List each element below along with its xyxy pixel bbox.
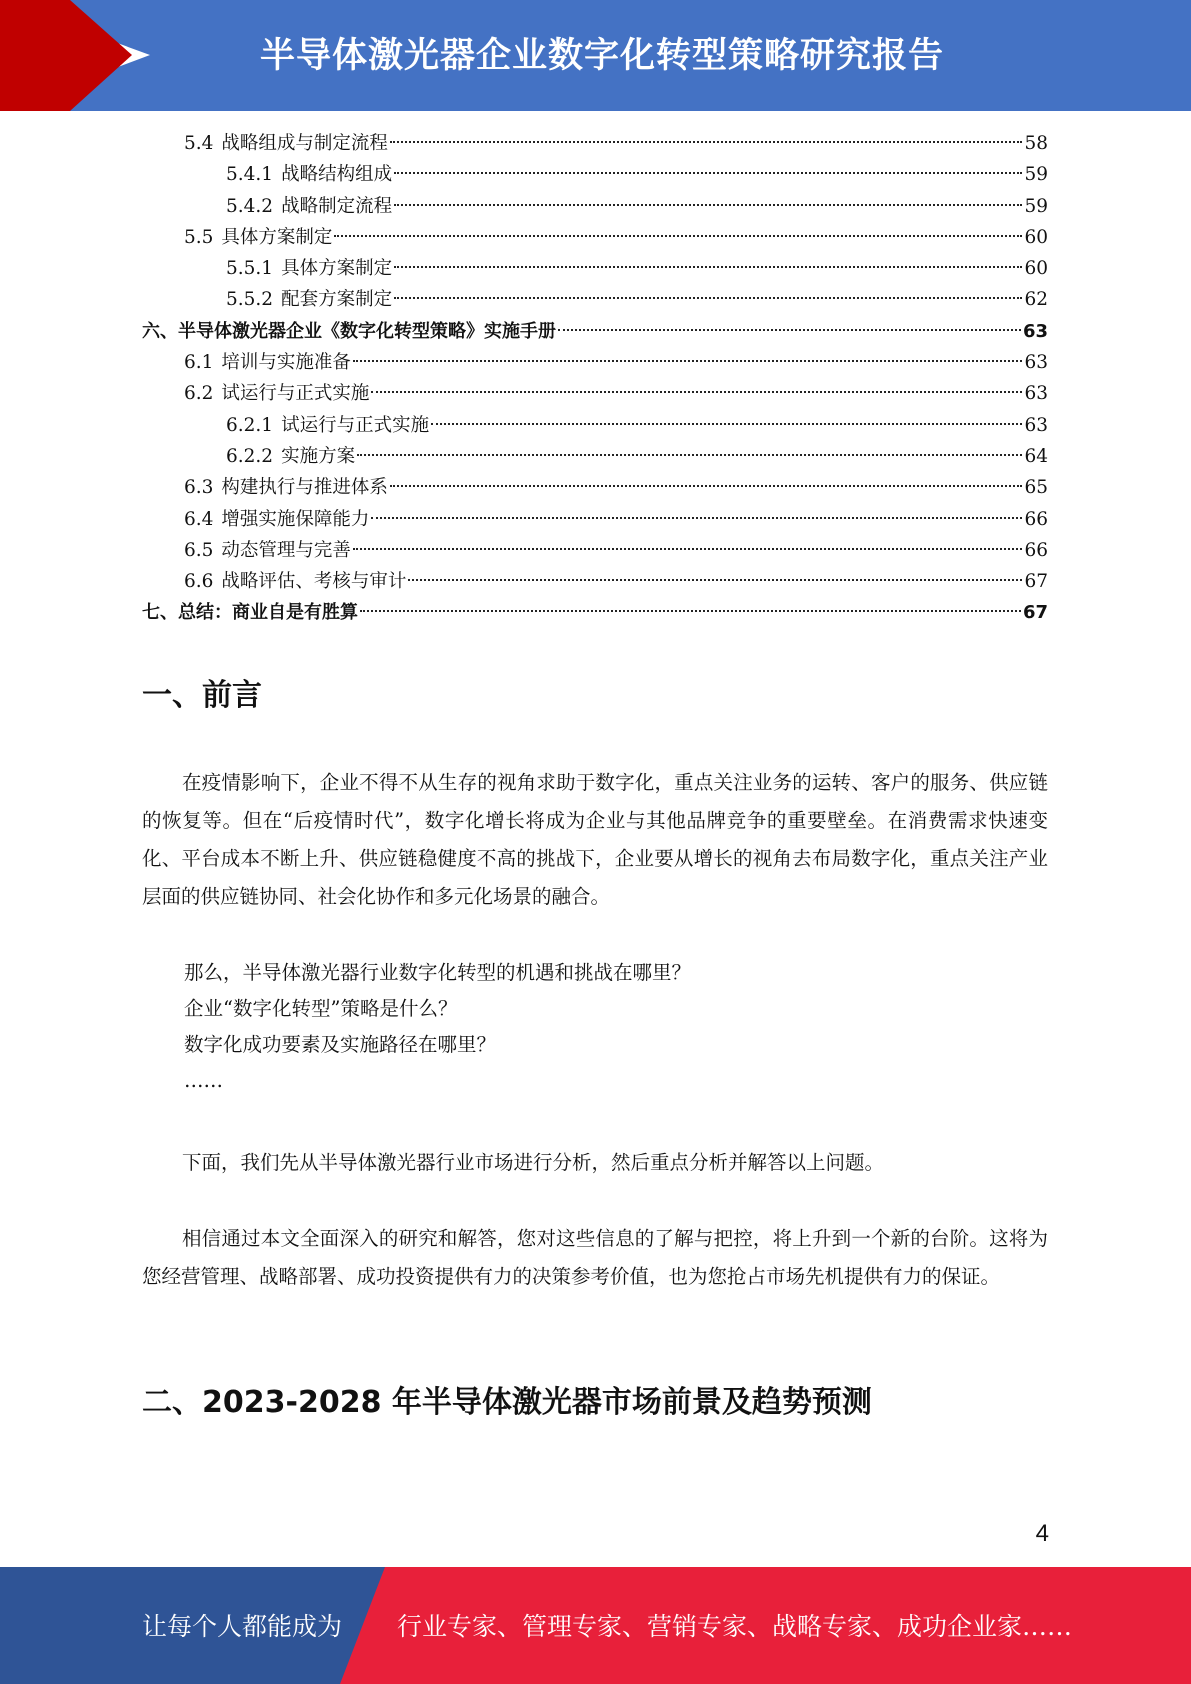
toc-dot-leader bbox=[394, 204, 1022, 206]
toc-entry[interactable] bbox=[142, 566, 1048, 597]
toc-entry-page: 63 bbox=[1022, 320, 1048, 342]
toc-dot-leader bbox=[353, 548, 1023, 550]
toc-dot-leader bbox=[371, 391, 1022, 393]
toc-dot-leader bbox=[357, 454, 1022, 456]
toc-entry-title: 增强实施保障能力 bbox=[221, 508, 370, 530]
toc-entry-page: 62 bbox=[1024, 289, 1048, 311]
toc-entry-page: 67 bbox=[1022, 602, 1048, 624]
toc-entry-number: 6.2.2 bbox=[226, 445, 274, 467]
toc-entry-page: 67 bbox=[1024, 571, 1048, 593]
toc-entry-title: 七、总结：商业自是有胜算 bbox=[142, 602, 358, 624]
toc-dot-leader bbox=[390, 141, 1023, 143]
toc-entry-number: 5.4.2 bbox=[226, 195, 274, 217]
toc-entry-page: 64 bbox=[1024, 445, 1048, 467]
toc-entry-page: 59 bbox=[1024, 164, 1048, 186]
toc-entry[interactable] bbox=[142, 253, 1048, 284]
toc-entry-page: 66 bbox=[1024, 539, 1048, 561]
toc-entry[interactable] bbox=[142, 535, 1048, 566]
toc-entry-title: 具体方案制定 bbox=[221, 226, 333, 248]
preface-paragraph-3: 相信通过本文全面深入的研究和解答，您对这些信息的了解与把控，将上升到一个新的台阶。这将为您经营管理、战略部署、成功投资提供有力的决策参考价值，也为您抢占市场先机提供有力的保证。 bbox=[142, 1227, 1048, 1288]
question-list bbox=[184, 955, 691, 1099]
page-number: 4 bbox=[1035, 1520, 1049, 1547]
toc-entry-title: 实施方案 bbox=[281, 445, 356, 467]
toc-entry[interactable] bbox=[142, 159, 1048, 190]
toc-entry[interactable] bbox=[142, 191, 1048, 222]
toc-entry[interactable] bbox=[142, 128, 1048, 159]
footer-slogan-left: 让每个人都能成为 bbox=[142, 1612, 343, 1641]
toc-entry-title: 试运行与正式实施 bbox=[221, 383, 370, 405]
toc-entry-title: 战略制定流程 bbox=[281, 195, 393, 217]
toc-entry-title: 配套方案制定 bbox=[281, 289, 393, 311]
toc-entry[interactable] bbox=[142, 597, 1048, 628]
section-heading-preface: 一、前言 bbox=[142, 678, 262, 713]
section-heading-market-outlook: 二、2023-2028 年半导体激光器市场前景及趋势预测 bbox=[142, 1385, 872, 1420]
toc-dot-leader bbox=[394, 297, 1022, 299]
toc-dot-leader bbox=[408, 579, 1022, 581]
question-line: 企业“数字化转型”策略是什么？ bbox=[184, 997, 458, 1020]
toc-entry-number: 5.4 bbox=[184, 133, 214, 154]
toc-entry-number: 5.5 bbox=[184, 226, 214, 248]
toc-entry[interactable] bbox=[142, 316, 1048, 347]
table-of-contents bbox=[142, 128, 1048, 629]
toc-entry-title: 构建执行与推进体系 bbox=[221, 477, 388, 499]
toc-dot-leader bbox=[394, 266, 1022, 268]
toc-dot-leader bbox=[334, 235, 1022, 237]
toc-entry-page: 63 bbox=[1024, 383, 1048, 405]
toc-dot-leader bbox=[371, 517, 1022, 519]
question-ellipsis: …… bbox=[184, 1069, 223, 1092]
footer-slogan-right: 行业专家、管理专家、营销专家、战略专家、成功企业家…… bbox=[397, 1612, 1073, 1641]
toc-entry-title: 战略结构组成 bbox=[281, 164, 393, 186]
question-line: 那么，半导体激光器行业数字化转型的机遇和挑战在哪里？ bbox=[184, 961, 692, 984]
toc-entry-number: 6.1 bbox=[184, 352, 214, 374]
toc-entry-title: 培训与实施准备 bbox=[221, 352, 351, 374]
toc-entry-title: 动态管理与完善 bbox=[221, 539, 351, 561]
toc-entry-page: 66 bbox=[1024, 508, 1048, 530]
toc-entry-page: 59 bbox=[1024, 195, 1048, 217]
toc-entry-title: 战略评估、考核与审计 bbox=[221, 571, 407, 593]
toc-dot-leader bbox=[558, 329, 1021, 331]
toc-entry-page: 63 bbox=[1024, 414, 1048, 436]
footer-banner bbox=[0, 1567, 1191, 1684]
toc-entry[interactable] bbox=[142, 284, 1048, 315]
toc-entry[interactable] bbox=[142, 441, 1048, 472]
toc-entry-number: 6.3 bbox=[184, 477, 214, 499]
toc-dot-leader bbox=[353, 360, 1023, 362]
toc-dot-leader bbox=[360, 610, 1021, 612]
toc-entry-number: 6.2 bbox=[184, 383, 214, 405]
toc-entry-page: 65 bbox=[1024, 477, 1048, 499]
toc-entry-title: 六、半导体激光器企业《数字化转型策略》实施手册 bbox=[142, 320, 556, 342]
header-red-block bbox=[0, 0, 70, 111]
preface-paragraph-1: 在疫情影响下，企业不得不从生存的视角求助于数字化，重点关注业务的运转、客户的服务、供应链的恢复等。但在“后疫情时代”，数字化增长将成为企业与其他品牌竞争的重要壁垒。在消费需求快速变化、平台成本不断上升、供应链稳健度不高的挑战下，企业要从增长的视角去布局数字化，重点关注产业层面的供应链协同、社会化协作和多元化场景的融合。 bbox=[142, 771, 1048, 908]
toc-entry-number: 5.4.1 bbox=[226, 164, 274, 186]
toc-dot-leader bbox=[394, 172, 1022, 174]
toc-entry[interactable] bbox=[142, 222, 1048, 253]
toc-entry-title: 具体方案制定 bbox=[281, 258, 393, 280]
toc-entry[interactable] bbox=[142, 472, 1048, 503]
toc-entry[interactable] bbox=[142, 347, 1048, 378]
toc-dot-leader bbox=[431, 423, 1022, 425]
preface-paragraph-2: 下面，我们先从半导体激光器行业市场进行分析，然后重点分析并解答以上问题。 bbox=[182, 1151, 885, 1174]
toc-entry-number: 6.5 bbox=[184, 539, 214, 561]
toc-entry-number: 6.6 bbox=[184, 571, 214, 593]
toc-entry[interactable] bbox=[142, 504, 1048, 535]
toc-entry[interactable] bbox=[142, 410, 1048, 441]
footer-blue-slant bbox=[340, 1567, 385, 1684]
document-title: 半导体激光器企业数字化转型策略研究报告 bbox=[260, 36, 945, 76]
toc-entry[interactable] bbox=[142, 378, 1048, 409]
toc-entry-number: 5.5.1 bbox=[226, 258, 274, 280]
toc-entry-page: 63 bbox=[1024, 352, 1048, 374]
toc-entry-page: 60 bbox=[1024, 258, 1048, 280]
toc-entry-number: 6.2.1 bbox=[226, 414, 274, 436]
toc-entry-number: 6.4 bbox=[184, 508, 214, 530]
header-red-arrow bbox=[70, 0, 132, 111]
header-banner bbox=[0, 0, 1191, 111]
toc-entry-page: 58 bbox=[1024, 133, 1048, 154]
toc-entry-page: 60 bbox=[1024, 226, 1048, 248]
toc-entry-title: 试运行与正式实施 bbox=[281, 414, 430, 436]
toc-entry-title: 战略组成与制定流程 bbox=[221, 133, 388, 154]
question-line: 数字化成功要素及实施路径在哪里？ bbox=[184, 1033, 497, 1056]
toc-dot-leader bbox=[390, 485, 1023, 487]
toc-entry-number: 5.5.2 bbox=[226, 289, 274, 311]
